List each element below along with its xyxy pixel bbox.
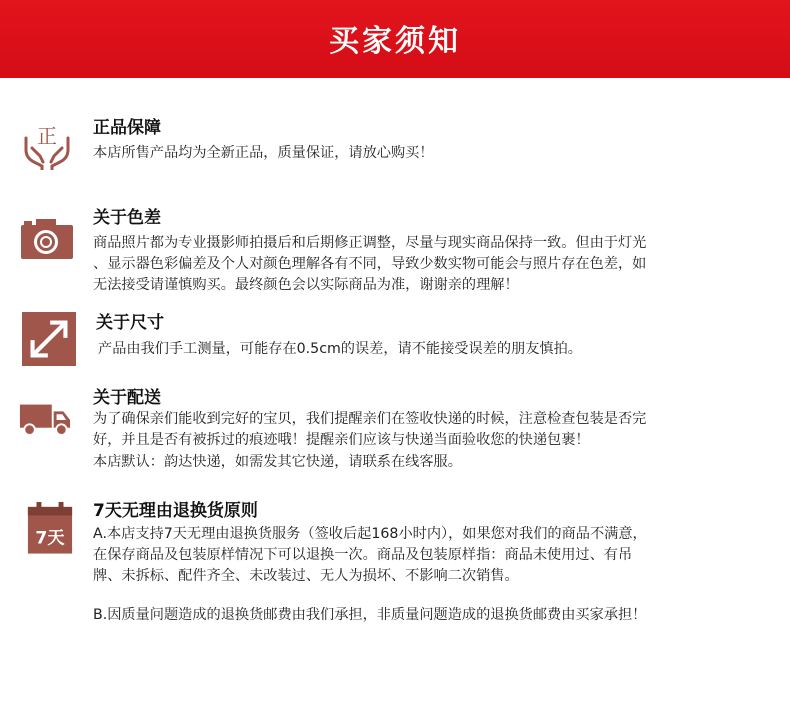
section-size [0, 305, 790, 365]
section-text-line: 本店所售产品均为全新正品，质量保证，请放心购买！ [93, 145, 434, 161]
section-text-line: 无法接受请谨慎购买。最终颜色会以实际商品为准，谢谢亲的理解！ [93, 277, 519, 293]
genuine-hands-icon [20, 116, 74, 170]
section-text-line: 商品照片都为专业摄影师拍摄后和后期修正调整，尽量与现实商品保持一致。但由于灯光 [93, 235, 647, 251]
delivery-truck-icon [18, 393, 72, 447]
section-text-line: 、显示器色彩偏差及个人对颜色理解各有不同，导致少数实物可能会与照片存在色差，如 [93, 256, 647, 272]
section-text-line: 牌、未拆标、配件齐全、未改装过、无人为损坏、不影响二次销售。 [93, 568, 519, 584]
section-text-line: 在保存商品及包装原样情况下可以退换一次。商品及包装原样指：商品未使用过、有吊 [93, 547, 633, 563]
section-text-line: 好，并且是否有被拆过的痕迹哦！提醒亲们应该与快递当面验收您的快递包裹！ [93, 432, 590, 448]
camera-icon [20, 212, 74, 266]
section-title: 正品保障 [93, 118, 161, 138]
section-title: 关于色差 [93, 208, 161, 228]
page-title: 买家须知 [329, 24, 461, 59]
section-text-line: B.因质量问题造成的退换货邮费由我们承担，非质量问题造成的退换货邮费由买家承担！ [93, 607, 647, 623]
seven-day-return-icon [23, 502, 77, 556]
section-title: 7天无理由退换货原则 [93, 501, 258, 521]
section-genuine [0, 112, 790, 172]
section-return-policy [0, 498, 790, 638]
resize-arrow-icon [22, 312, 76, 366]
section-delivery [0, 385, 790, 475]
section-title: 关于尺寸 [96, 313, 164, 333]
section-color-difference [0, 202, 790, 302]
seven-day-icon-label: 7天 [35, 528, 65, 549]
genuine-icon-label: 正 [37, 124, 57, 148]
header-banner [0, 0, 790, 78]
section-title: 关于配送 [93, 388, 161, 408]
section-text-line: 本店默认：韵达快递，如需发其它快递，请联系在线客服。 [93, 454, 462, 470]
section-text-line: A.本店支持7天无理由退换货服务（签收后起168小时内），如果您对我们的商品不满意， [93, 526, 647, 542]
section-text-line: 产品由我们手工测量，可能存在0.5cm的误差，请不能接受误差的朋友慎拍。 [98, 341, 582, 357]
section-text-line: 为了确保亲们能收到完好的宝贝，我们提醒亲们在签收快递的时候，注意检查包装是否完 [93, 411, 647, 427]
